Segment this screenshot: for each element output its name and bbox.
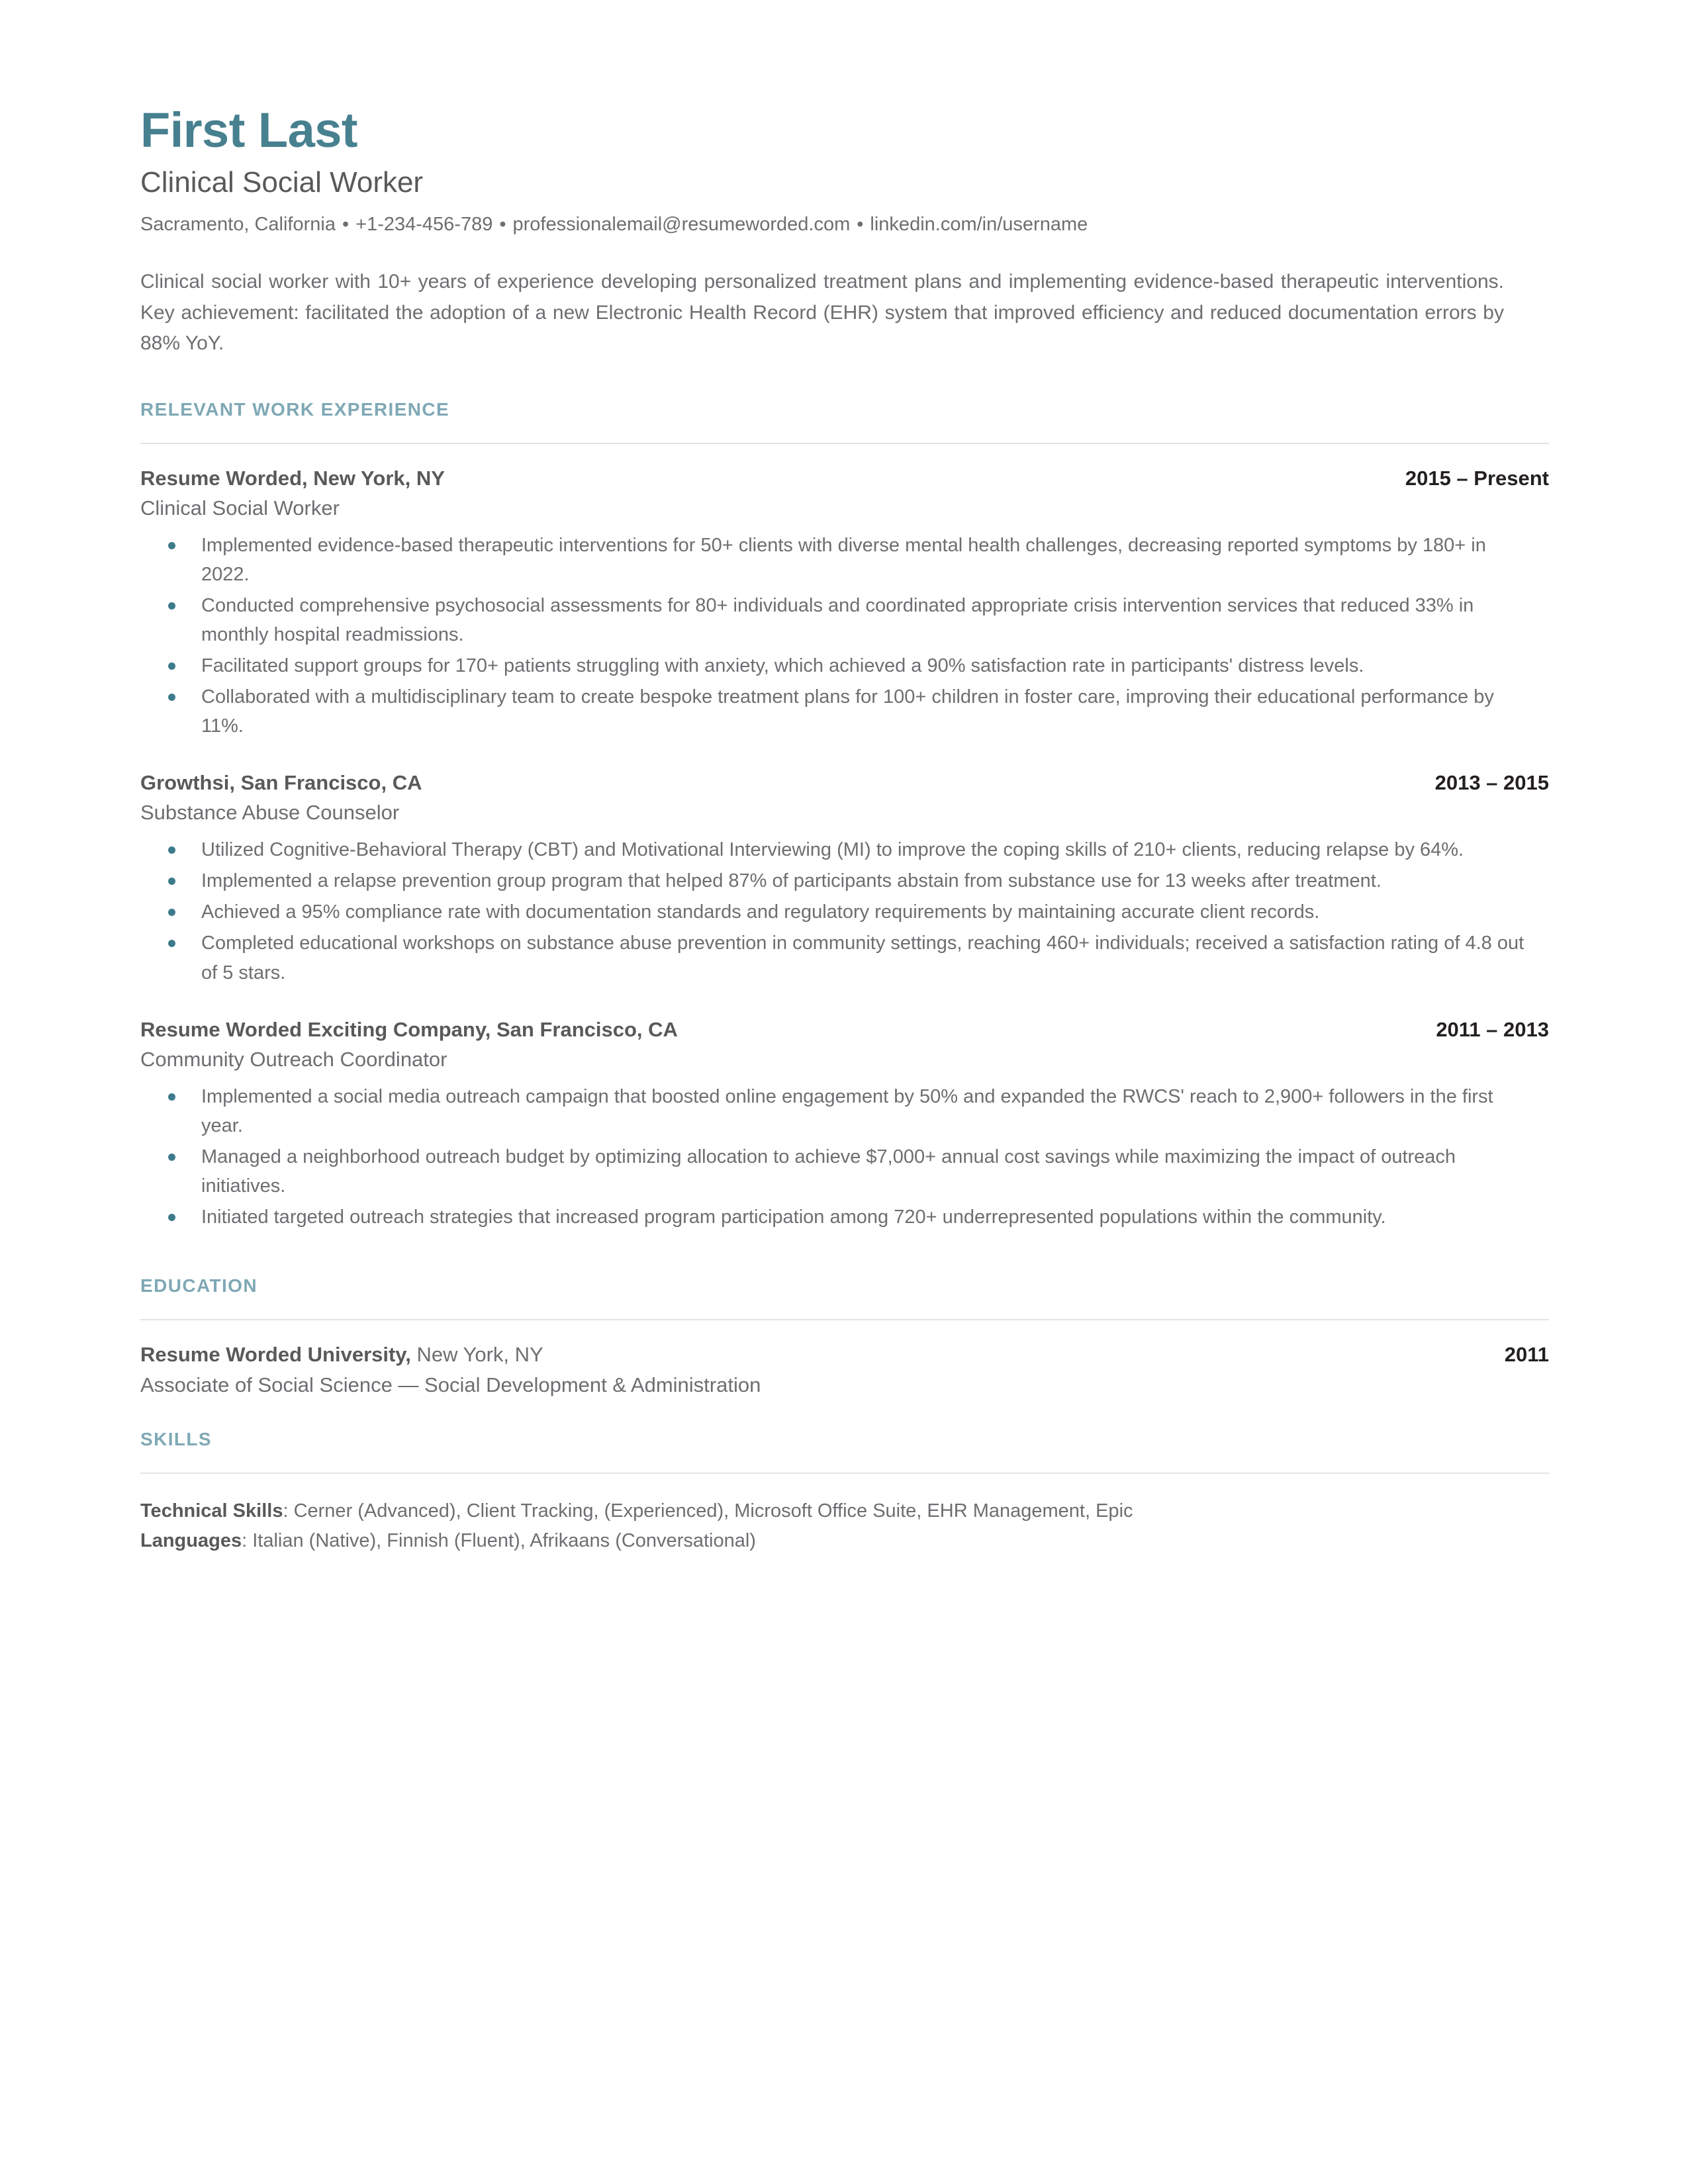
- contact-separator-3: •: [857, 214, 864, 236]
- experience-entry-header: [140, 771, 1549, 795]
- section-divider-skills: [140, 1473, 1549, 1474]
- education-entry-header: [140, 1343, 1549, 1367]
- skills-section: [140, 1429, 1549, 1556]
- experience-bullet: [140, 835, 1525, 864]
- section-divider-education: [140, 1319, 1549, 1320]
- professional-summary: Clinical social worker with 10+ years of experience developing personalized treatment plans and implementing evidence-based therapeutic interventions. Key achievement: facilitated the adoption of a new Electronic Health Record (EHR) system that improved efficiency and reduced documentation errors by 88% YoY.: [140, 271, 1504, 355]
- experience-bullet-list: [140, 531, 1549, 741]
- experience-entry: [140, 467, 1549, 741]
- experience-bullet-text: Implemented a social media outreach campaign that boosted online engagement by 50% and expanded the RWCS' reach to 2,900+ followers in the first year.: [201, 1085, 1493, 1136]
- experience-bullet-text: Completed educational workshops on substance abuse prevention in community settings, reaching 460+ individuals; received a satisfaction rating of 4.8 out of 5 stars.: [201, 933, 1524, 983]
- contact-email[interactable]: professionalemail@resumeworded.com: [512, 214, 851, 236]
- experience-organization: Resume Worded Exciting Company, San Francisco, CA: [140, 1017, 678, 1041]
- experience-bullet: [140, 1142, 1525, 1201]
- bullet-dot-icon: [168, 1093, 175, 1101]
- section-heading-education: EDUCATION: [140, 1275, 258, 1297]
- bullet-dot-icon: [168, 940, 175, 947]
- experience-bullet-text: Facilitated support groups for 170+ patients struggling with anxiety, which achieved a 90% satisfaction rate in participants' distress levels.: [201, 655, 1364, 676]
- education-school-name: Resume Worded University,: [140, 1343, 411, 1367]
- education-school-location: New York, NY: [410, 1343, 543, 1367]
- experience-bullet-text: Collaborated with a multidisciplinary team to create bespoke treatment plans for 100+ children in foster care, improving their educational performance by 11%.: [201, 686, 1494, 737]
- experience-entry-header: [140, 1018, 1549, 1042]
- experience-bullet: [140, 929, 1525, 987]
- entry-spacer: [140, 994, 1549, 1018]
- section-divider-experience: [140, 443, 1549, 444]
- experience-entry: [140, 771, 1549, 987]
- experience-bullet-list: [140, 1082, 1549, 1232]
- experience-bullet-text: Utilized Cognitive-Behavioral Therapy (CBT) and Motivational Interviewing (MI) to improve the coping skills of 210+ clients, reducing relapse by 64%.: [201, 839, 1464, 861]
- section-heading-skills: SKILLS: [140, 1429, 212, 1450]
- entry-spacer: [140, 747, 1549, 771]
- experience-bullet: [140, 531, 1525, 589]
- candidate-name: First Last: [140, 103, 358, 158]
- section-spacer: [140, 1402, 1549, 1429]
- experience-bullet: [140, 1082, 1525, 1140]
- contact-location: Sacramento, California: [140, 214, 336, 236]
- section-heading-experience: RELEVANT WORK EXPERIENCE: [140, 398, 450, 420]
- experience-bullet-text: Implemented a relapse prevention group program that helped 87% of participants abstain from substance use for 13 weeks after treatment.: [201, 870, 1382, 892]
- skills-separator: :: [283, 1500, 294, 1522]
- experience-bullet: [140, 866, 1525, 895]
- experience-bullet: [140, 897, 1525, 927]
- skills-label-technical: Technical Skills: [140, 1500, 283, 1522]
- experience-bullet-list: [140, 835, 1549, 987]
- experience-role: Substance Abuse Counselor: [140, 801, 400, 825]
- skills-value-languages: Italian (Native), Finnish (Fluent), Afrikaans (Conversational): [252, 1529, 756, 1551]
- experience-organization: Growthsi, San Francisco, CA: [140, 771, 422, 795]
- experience-bullet: [140, 682, 1525, 741]
- experience-role: Community Outreach Coordinator: [140, 1047, 447, 1071]
- bullet-dot-icon: [168, 602, 175, 610]
- contact-line: [140, 213, 1549, 236]
- experience-bullet-text: Implemented evidence-based therapeutic interventions for 50+ clients with diverse mental health challenges, decreasing reported symptoms by 180+ in 2022.: [201, 534, 1486, 585]
- experience-role: Clinical Social Worker: [140, 496, 340, 520]
- experience-entry: [140, 1018, 1549, 1232]
- skills-row-technical: [140, 1496, 1549, 1526]
- experience-dates: 2015 – Present: [1405, 466, 1549, 490]
- experience-bullet-text: Initiated targeted outreach strategies that increased program participation among 720+ underrepresented populations within the community.: [201, 1206, 1386, 1228]
- resume-header: [140, 103, 1549, 359]
- experience-section: [140, 399, 1549, 1232]
- skills-value-technical: Cerner (Advanced), Client Tracking, (Experienced), Microsoft Office Suite, EHR Management, Epic: [293, 1500, 1133, 1522]
- experience-bullet: [140, 651, 1525, 680]
- bullet-dot-icon: [168, 1214, 175, 1221]
- contact-linkedin[interactable]: linkedin.com/in/username: [870, 214, 1088, 236]
- experience-organization: Resume Worded, New York, NY: [140, 466, 445, 490]
- experience-entry-header: [140, 467, 1549, 490]
- bullet-dot-icon: [168, 878, 175, 885]
- bullet-dot-icon: [168, 694, 175, 701]
- bullet-dot-icon: [168, 846, 175, 854]
- experience-bullet-text: Managed a neighborhood outreach budget by optimizing allocation to achieve $7,000+ annual cost savings while maximizing the impact of outreach initiatives.: [201, 1146, 1456, 1197]
- skills-row-languages: [140, 1526, 1549, 1556]
- bullet-dot-icon: [168, 662, 175, 670]
- experience-bullet: [140, 591, 1525, 649]
- experience-bullet-text: Conducted comprehensive psychosocial assessments for 80+ individuals and coordinated appropriate crisis intervention services that reduced 33% in monthly hospital readmissions.: [201, 594, 1474, 645]
- experience-bullet-text: Achieved a 95% compliance rate with documentation standards and regulatory requirements by maintaining accurate client records.: [201, 901, 1320, 923]
- candidate-job-title: Clinical Social Worker: [140, 166, 424, 199]
- contact-separator-1: •: [342, 214, 350, 236]
- education-school: [140, 1343, 543, 1367]
- education-degree: Associate of Social Science — Social Development & Administration: [140, 1373, 761, 1397]
- section-spacer: [140, 1238, 1549, 1275]
- contact-phone[interactable]: +1-234-456-789: [355, 214, 493, 236]
- experience-dates: 2011 – 2013: [1436, 1017, 1549, 1041]
- bullet-dot-icon: [168, 1154, 175, 1161]
- education-entry: [140, 1343, 1549, 1397]
- contact-separator-2: •: [499, 214, 506, 236]
- experience-bullet: [140, 1203, 1525, 1232]
- education-year: 2011: [1504, 1343, 1549, 1367]
- skills-label-languages: Languages: [140, 1529, 242, 1551]
- bullet-dot-icon: [168, 542, 175, 549]
- education-section: [140, 1275, 1549, 1397]
- experience-dates: 2013 – 2015: [1434, 771, 1549, 795]
- bullet-dot-icon: [168, 909, 175, 916]
- skills-separator: :: [242, 1529, 253, 1551]
